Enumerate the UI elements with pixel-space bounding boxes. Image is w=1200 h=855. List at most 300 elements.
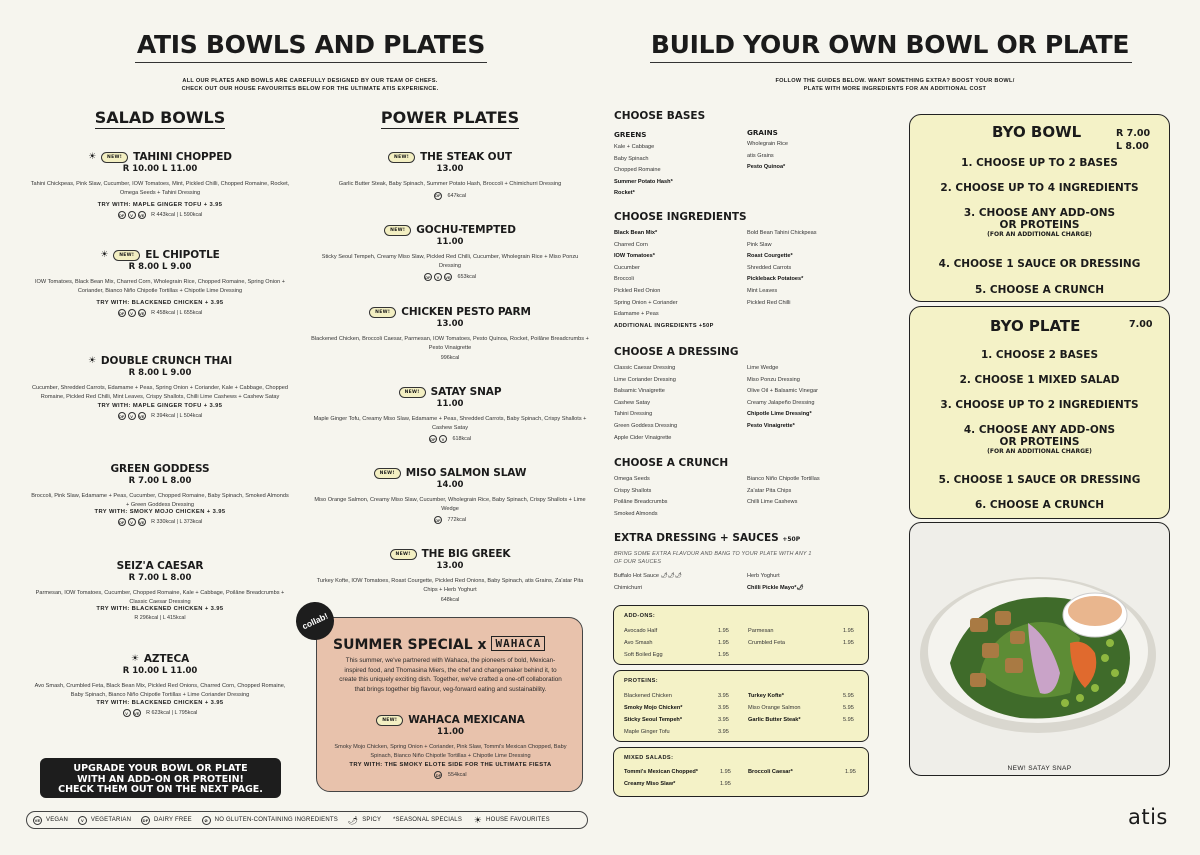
salad-price: 1.95 xyxy=(720,769,731,775)
upgrade-line: WITH AN ADD-ON OR PROTEIN! xyxy=(77,773,244,785)
ingredients-heading: CHOOSE INGREDIENTS xyxy=(614,211,747,223)
proteins-panel xyxy=(613,670,869,742)
intro-line: CHECK OUT OUR HOUSE FAVOURITES BELOW FOR THE ULTIMATE ATIS EXPERIENCE. xyxy=(181,86,439,92)
grains-list xyxy=(747,139,788,174)
list-item: Poilâne Breadcrumbs xyxy=(614,499,668,506)
list-item: Chopped Romaine xyxy=(614,167,661,174)
list-item: Rocket* xyxy=(614,190,635,197)
salad-price: 1.95 xyxy=(720,781,731,787)
list-item: Broccoli xyxy=(614,276,634,283)
protein-price: 3.95 xyxy=(718,705,729,711)
dairy-free-icon: DF xyxy=(118,519,125,525)
protein-price: 5.95 xyxy=(843,693,854,699)
try-with: TRY WITH: SMOKY MOJO CHICKEN + 3.95 xyxy=(94,509,226,515)
price-regular: R 7.00 xyxy=(1116,128,1151,139)
addon-price: 1.95 xyxy=(843,628,854,634)
new-badge: NEW! xyxy=(388,152,415,163)
nutrition: R 330kcal | L 373kcal xyxy=(151,519,203,525)
title-underline xyxy=(135,62,487,63)
nutrition: R 443kcal | L 590kcal xyxy=(151,212,203,218)
list-item: Pickleback Potatoes* xyxy=(747,276,804,283)
legend-gluten: NO GLUTEN-CONTAINING INGREDIENTS xyxy=(214,817,338,823)
byo-step: 3. CHOOSE UP TO 2 INGREDIENTS xyxy=(940,399,1139,411)
mixed-salads-panel xyxy=(613,747,869,797)
upgrade-line: CHECK THEM OUT ON THE NEXT PAGE. xyxy=(58,784,263,795)
nutrition: R 394kcal | L 504kcal xyxy=(151,413,203,419)
bases-heading: CHOOSE BASES xyxy=(614,110,706,122)
nutrition-row xyxy=(310,516,590,524)
menu-item-gochu-tempted[interactable] xyxy=(310,224,590,281)
salad-name: Tommi's Mexican Chopped* xyxy=(624,769,698,775)
list-item: IOW Tomatoes* xyxy=(614,253,655,260)
nutrition: R 623kcal | L 795kcal xyxy=(146,710,198,716)
list-item: Chimichurri xyxy=(614,584,643,591)
item-name-row xyxy=(310,151,590,163)
list-item: Omega Seeds xyxy=(614,476,650,482)
special-title-text: SUMMER SPECIAL x xyxy=(333,637,487,653)
nutrition-row xyxy=(30,518,290,526)
item-name: CHICKEN PESTO PARM xyxy=(401,306,531,318)
nutrition: R 458kcal | L 655kcal xyxy=(151,310,203,316)
dairy-free-icon: DF xyxy=(142,817,149,823)
intro-line: ALL OUR PLATES AND BOWLS ARE CAREFULLY DESIGNED BY OUR TEAM OF CHEFS. xyxy=(182,78,438,84)
ingredients-list-2 xyxy=(747,228,817,309)
nutrition: 996kcal xyxy=(440,355,460,361)
item-name-row xyxy=(310,386,590,398)
list-item: Black Bean Mix* xyxy=(614,230,658,236)
item-name-row xyxy=(30,653,290,665)
list-item: Chilli Pickle Mayo* xyxy=(747,584,797,591)
item-price: 11.00 xyxy=(436,237,464,247)
menu-item-the-big-greek[interactable] xyxy=(310,548,590,603)
new-badge: NEW! xyxy=(384,225,411,236)
vegetarian-icon: V xyxy=(78,816,87,825)
menu-item-el-chipotle[interactable] xyxy=(30,249,290,317)
house-favourite-icon: ☀ xyxy=(100,249,109,260)
item-price: R 8.00 L 9.00 xyxy=(128,368,192,378)
try-with: TRY WITH: BLACKENED CHICKEN + 3.95 xyxy=(96,300,224,306)
item-description: Maple Ginger Tofu, Creamy Miso Slaw, Edamame + Peas, Shredded Carrots, Baby Spinach, Crispy Shallots + Cashew Satay xyxy=(313,416,587,431)
list-item: Herb Yoghurt xyxy=(747,573,780,579)
intro-line: FOLLOW THE GUIDES BELOW. WANT SOMETHING EXTRA? BOOST YOUR BOWL/ xyxy=(775,78,1015,84)
menu-item-wahaca-mexicana[interactable] xyxy=(317,714,584,779)
extra-note: BRING SOME EXTRA FLAVOUR AND BANG TO YOUR PLATE WITH ANY 1 OF OUR SAUCES xyxy=(614,551,812,565)
power-plates-heading xyxy=(350,108,550,127)
byo-plate-price: 7.00 xyxy=(1129,319,1153,330)
list-item: Edamame + Peas xyxy=(614,311,659,318)
list-item: Roast Courgette* xyxy=(747,253,793,260)
step-note: (FOR AN ADDITIONAL CHARGE) xyxy=(987,231,1092,238)
item-name: THE BIG GREEK xyxy=(421,548,511,560)
house-favourite-icon: ☀ xyxy=(473,814,483,825)
list-item: Baby Spinach xyxy=(614,155,649,162)
list-item: Spring Onion + Coriander xyxy=(614,299,678,306)
step-text: 4. CHOOSE ANY ADD-ONS xyxy=(963,424,1116,436)
addons-panel xyxy=(613,605,869,665)
item-name-row xyxy=(30,355,290,367)
item-price: 14.00 xyxy=(436,480,464,490)
nutrition-row xyxy=(30,709,290,717)
item-price: 13.00 xyxy=(436,319,464,329)
item-name: AZTECA xyxy=(143,653,190,665)
new-badge: NEW! xyxy=(390,549,417,560)
nutrition-row xyxy=(310,597,590,603)
summer-special-panel xyxy=(316,617,583,792)
menu-item-miso-salmon-slaw[interactable] xyxy=(310,467,590,524)
vegetarian-icon: V xyxy=(128,211,136,219)
item-name: SATAY SNAP xyxy=(430,386,502,398)
list-item: Pesto Vinaigrette* xyxy=(747,422,795,429)
protein-name: Sticky Seoul Tempeh* xyxy=(624,717,683,723)
list-item: Buffalo Hot Sauce xyxy=(614,573,659,579)
item-name-row xyxy=(310,548,590,560)
item-description: Blackened Chicken, Broccoli Caesar, Parmesan, IOW Tomatoes, Pesto Quinoa, Rocket, Poilâne Breadcrumbs + Pesto Vinaigrette xyxy=(311,336,589,351)
byo-bowl-panel xyxy=(909,114,1170,302)
vegan-icon: VE xyxy=(34,817,41,823)
house-favourite-icon: ☀ xyxy=(87,355,96,366)
nutrition: R 296kcal | L 415kcal xyxy=(134,615,186,621)
panel-title: PROTEINS: xyxy=(624,678,659,684)
step-note: (FOR AN ADDITIONAL CHARGE) xyxy=(987,448,1092,455)
protein-name: Garlic Butter Steak* xyxy=(748,717,801,723)
byo-step xyxy=(910,207,1169,239)
special-text: This summer, we've partnered with Wahaca, the pioneers of bold, Mexican-inspired food, and Thomasina Miers, the chef and changemaker behind it, to create this uniquely exciting dish. Together, we've crafted a one-off collaboration that brings together big flavour, veg-forward eating and sustainability. xyxy=(339,657,562,693)
right-intro xyxy=(710,77,1080,93)
new-badge: NEW! xyxy=(376,715,403,726)
protein-price: 3.95 xyxy=(718,693,729,699)
addon-price: 1.95 xyxy=(718,628,729,634)
greens-list xyxy=(614,142,673,200)
item-name: WAHACA MEXICANA xyxy=(408,714,525,726)
nutrition: 618kcal xyxy=(452,436,472,442)
list-item: Miso Ponzu Dressing xyxy=(747,376,800,383)
list-item: Chipotle Lime Dressing* xyxy=(747,411,812,418)
try-with: TRY WITH: MAPLE GINGER TOFU + 3.95 xyxy=(97,403,223,409)
nutrition-row xyxy=(317,771,584,779)
vegan-icon: VE xyxy=(138,212,145,218)
list-item: Creamy Jalapeño Dressing xyxy=(747,399,815,406)
list-item: Crispy Shallots xyxy=(614,487,652,494)
salad-bowl-illustration xyxy=(910,523,1170,755)
panel-title: ADD-ONS: xyxy=(624,613,656,619)
atis-logo: atis xyxy=(1128,805,1168,829)
item-description: Parmesan, IOW Tomatoes, Cucumber, Chopped Romaine, Kale + Cabbage, Poilâne Breadcrumbs + Classic Caesar Dressing xyxy=(35,590,285,605)
panel-title: MIXED SALADS: xyxy=(624,755,674,761)
legend-spicy: SPICY xyxy=(362,817,382,823)
item-price: 13.00 xyxy=(436,164,464,174)
page-title-right: BUILD YOUR OWN BOWL OR PLATE xyxy=(650,30,1130,59)
ingredients-list-1 xyxy=(614,228,714,332)
greens-label: GREENS xyxy=(614,130,647,139)
byo-plate-panel xyxy=(909,306,1170,519)
nutrition-row xyxy=(310,192,590,200)
list-item: Olive Oil + Balsamic Vinegar xyxy=(747,388,818,395)
nutrition-row xyxy=(30,211,290,219)
salad-bowls-heading xyxy=(60,108,260,127)
heading-text: SALAD BOWLS xyxy=(94,108,226,127)
item-price: R 10.00 L 11.00 xyxy=(122,666,198,676)
nutrition-row xyxy=(310,435,590,443)
dairy-free-icon: DF xyxy=(118,310,125,316)
list-item: Charred Corn xyxy=(614,241,648,248)
new-badge: NEW! xyxy=(374,468,401,479)
item-price: R 8.00 L 9.00 xyxy=(128,262,192,272)
list-item: Lime Wedge xyxy=(747,365,779,371)
item-price: R 10.00 L 11.00 xyxy=(122,164,198,174)
heading-text: POWER PLATES xyxy=(380,108,520,127)
vegetarian-icon: V xyxy=(123,709,131,717)
nutrition: 772kcal xyxy=(447,517,467,523)
vegetarian-icon: V xyxy=(128,518,136,526)
item-description: Avo Smash, Crumbled Feta, Black Bean Mix, Pickled Red Onions, Charred Corn, Chopped Romaine, Baby Spinach, Bianco Niño Chipotle Tortillas + Lime Coriander Dressing xyxy=(34,683,286,698)
item-name: DOUBLE CRUNCH THAI xyxy=(100,355,233,367)
item-description: Tahini Chickpeas, Pink Slaw, Cucumber, IOW Tomatoes, Mint, Pickled Chilli, Chopped Romaine, Rocket, Omega Seeds + Tahini Dressing xyxy=(30,181,290,196)
list-item: Apple Cider Vinaigrette xyxy=(614,434,672,441)
legend-dairy-free: DAIRY FREE xyxy=(154,817,192,823)
byo-step: 1. CHOOSE 2 BASES xyxy=(980,349,1099,361)
upgrade-banner xyxy=(40,758,281,798)
list-item: Pesto Quinoa* xyxy=(747,164,786,171)
page-title-left: ATIS BOWLS AND PLATES xyxy=(136,30,486,59)
vegan-icon: VE xyxy=(445,274,451,280)
dairy-free-icon: DF xyxy=(435,772,442,778)
crunch-heading: CHOOSE A CRUNCH xyxy=(614,457,729,469)
try-with: TRY WITH: THE SMOKY ELOTE SIDE FOR THE ULTIMATE FIESTA xyxy=(349,762,552,768)
extra-list-1 xyxy=(614,571,682,594)
byo-bowl-prices xyxy=(1116,127,1150,153)
salad-name: Creamy Miso Slaw* xyxy=(624,781,676,787)
wahaca-logo: WAHACA xyxy=(491,636,545,651)
protein-price: 5.95 xyxy=(843,705,854,711)
dairy-free-icon: DF xyxy=(435,517,441,523)
item-price: R 7.00 L 8.00 xyxy=(128,476,192,486)
list-item: atis Grains xyxy=(747,152,774,159)
dietary-legend xyxy=(26,811,588,829)
additional-ingredients: ADDITIONAL INGREDIENTS +50P xyxy=(614,322,714,329)
item-name-row xyxy=(310,467,590,479)
list-item: Green Goddess Dressing xyxy=(614,422,678,429)
item-description: Broccoli, Pink Slaw, Edamame + Peas, Cucumber, Chopped Romaine, Baby Spinach, Smoked Almonds + Green Goddess Dressing xyxy=(31,493,289,508)
extra-heading-price: +50P xyxy=(782,536,801,543)
item-description: Miso Orange Salmon, Creamy Miso Slaw, Cucumber, Wholegrain Rice, Baby Spinach, Crispy Shallots + Lime Wedge xyxy=(314,497,586,512)
protein-name: Miso Orange Salmon xyxy=(748,705,801,711)
step-text: OR PROTEINS xyxy=(999,436,1080,448)
item-name-row xyxy=(317,714,584,726)
menu-item-satay-snap[interactable] xyxy=(310,386,590,443)
list-item: Pickled Red Chilli xyxy=(747,299,791,306)
list-item: Lime Coriander Dressing xyxy=(614,376,676,383)
list-item: Cucumber xyxy=(614,264,640,271)
list-item: Shredded Carrots xyxy=(747,264,792,271)
extra-list-2 xyxy=(747,571,804,594)
dairy-free-icon: DF xyxy=(118,212,125,218)
grains-label: GRAINS xyxy=(747,128,778,137)
dairy-free-icon: DF xyxy=(430,436,436,442)
nutrition-row xyxy=(310,355,590,361)
addon-price: 1.95 xyxy=(843,640,854,646)
dairy-free-icon: DF xyxy=(118,413,125,419)
byo-step: 5. CHOOSE A CRUNCH xyxy=(974,284,1105,296)
list-item: Classic Caesar Dressing xyxy=(614,365,676,371)
try-with: TRY WITH: BLACKENED CHICKEN + 3.95 xyxy=(96,700,224,706)
dressing-list-2 xyxy=(747,363,818,433)
list-item: Chilli Lime Cashews xyxy=(747,499,798,506)
salad-name: Broccoli Caesar* xyxy=(748,769,793,775)
photo-caption: NEW! SATAY SNAP xyxy=(1007,765,1072,772)
item-description: Smoky Mojo Chicken, Spring Onion + Coriander, Pink Slaw, Tommi's Mexican Chopped, Baby Spinach, Bianco Niño Chipotle Tortillas + Chipotle Lime Dressing xyxy=(334,744,567,759)
list-item: Wholegrain Rice xyxy=(747,141,789,147)
item-name: EL CHIPOTLE xyxy=(145,249,220,261)
menu-item-azteca[interactable] xyxy=(30,653,290,717)
crunch-list-1 xyxy=(614,474,667,520)
vegetarian-icon: V xyxy=(439,435,447,443)
try-with: TRY WITH: BLACKENED CHICKEN + 3.95 xyxy=(96,606,224,612)
nutrition: 647kcal xyxy=(447,192,467,199)
protein-name: Maple Ginger Tofu xyxy=(624,729,670,735)
menu-item-green-goddess[interactable] xyxy=(30,463,290,526)
legend-vegetarian: VEGETARIAN xyxy=(90,817,132,823)
chilli-icon: 🌶 xyxy=(796,584,804,591)
item-description: Turkey Kofte, IOW Tomatoes, Roast Courgette, Pickled Red Onions, Baby Spinach, atis Grains, Za'atar Pita Chips + Herb Yoghurt xyxy=(316,578,584,593)
vegan-icon: VE xyxy=(133,710,140,716)
addon-name: Parmesan xyxy=(748,628,774,634)
legend-house: HOUSE FAVOURITES xyxy=(486,817,550,823)
protein-price: 5.95 xyxy=(843,717,854,723)
byo-step: 1. CHOOSE UP TO 2 BASES xyxy=(961,157,1118,169)
nutrition: 554kcal xyxy=(447,772,467,778)
protein-price: 3.95 xyxy=(718,717,729,723)
vegan-icon: VE xyxy=(138,519,145,525)
item-name-row xyxy=(30,463,290,475)
byo-step: 6. CHOOSE A CRUNCH xyxy=(974,499,1105,511)
addon-name: Crumbled Feta xyxy=(748,640,785,646)
dressing-heading: CHOOSE A DRESSING xyxy=(614,346,739,358)
item-name: GOCHU-TEMPTED xyxy=(416,224,516,236)
list-item: Smoked Almonds xyxy=(614,510,658,517)
byo-step xyxy=(910,424,1169,456)
item-name: THE STEAK OUT xyxy=(420,151,512,163)
list-item: Tahini Dressing xyxy=(614,411,653,418)
byo-step: 5. CHOOSE 1 SAUCE OR DRESSING xyxy=(938,474,1141,486)
list-item: Kale + Cabbage xyxy=(614,144,655,150)
item-price: 11.00 xyxy=(436,399,464,409)
special-title xyxy=(333,636,545,653)
new-badge: NEW! xyxy=(113,250,140,261)
vegan-icon: VE xyxy=(138,413,145,419)
item-price: 11.00 xyxy=(437,727,464,737)
item-description: Garlic Butter Steak, Baby Spinach, Summer Potato Hash, Broccoli + Chimichurri Dressing xyxy=(338,181,562,187)
new-badge: NEW! xyxy=(369,307,396,318)
list-item: Balsamic Vinaigrette xyxy=(614,388,665,395)
byo-step: 4. CHOOSE 1 SAUCE OR DRESSING xyxy=(938,258,1141,270)
byo-step: 2. CHOOSE UP TO 4 INGREDIENTS xyxy=(940,182,1139,194)
house-favourite-icon: ☀ xyxy=(130,653,139,664)
step-text: 3. CHOOSE ANY ADD-ONS xyxy=(963,207,1116,219)
item-price: R 7.00 L 8.00 xyxy=(128,573,192,583)
byo-step: 2. CHOOSE 1 MIXED SALAD xyxy=(959,374,1120,386)
nutrition-row xyxy=(310,273,590,281)
dairy-free-icon: DF xyxy=(435,193,441,198)
menu-item-tahini-chopped[interactable] xyxy=(30,151,290,219)
protein-price: 3.95 xyxy=(718,729,729,735)
protein-name: Smoky Mojo Chicken* xyxy=(624,705,683,711)
crunch-list-2 xyxy=(747,474,820,509)
no-gluten-icon: ⊘ xyxy=(202,816,211,825)
menu-item-seiza-caesar[interactable] xyxy=(30,560,290,621)
left-intro xyxy=(140,77,480,93)
item-name-row xyxy=(310,224,590,236)
item-description: Cucumber, Shredded Carrots, Edamame + Peas, Spring Onion + Coriander, Kale + Cabbage, Chopped Romaine, Pickled Red Chilli, Mint Leaves, Crispy Shallots, Chilli Lime Cashews + Cashew Satay xyxy=(31,385,289,400)
intro-line: PLATE WITH MORE INGREDIENTS FOR AN ADDITIONAL COST xyxy=(803,86,987,92)
legend-seasonal: *SEASONAL SPECIALS xyxy=(392,817,463,823)
list-item: Summer Potato Hash* xyxy=(614,178,673,185)
salad-price: 1.95 xyxy=(845,769,856,775)
vegan-icon: VE xyxy=(138,310,145,316)
item-price: 13.00 xyxy=(436,561,464,571)
item-name: SEIZ'A CAESAR xyxy=(116,560,204,572)
chilli-icon: 🌶 xyxy=(347,815,359,825)
menu-item-chicken-pesto-parm[interactable] xyxy=(310,306,590,361)
upgrade-line: UPGRADE YOUR BOWL OR PLATE xyxy=(73,763,248,774)
addon-price: 1.95 xyxy=(718,640,729,646)
addon-name: Avo Smash xyxy=(624,640,653,646)
item-name-row xyxy=(30,560,290,572)
addon-price: 1.95 xyxy=(718,652,729,658)
legend-vegan: VEGAN xyxy=(46,817,69,823)
list-item: Za'atar Pita Chips xyxy=(747,487,792,494)
vegetarian-icon: V xyxy=(128,412,136,420)
byo-bowl-title: BYO BOWL xyxy=(992,123,1082,141)
addon-name: Soft Boiled Egg xyxy=(624,652,663,658)
list-item: Bianco Niño Chipotle Tortillas xyxy=(747,476,820,482)
nutrition-row xyxy=(30,412,290,420)
chilli-icon: 🌶🌶🌶 xyxy=(660,573,682,579)
item-name: TAHINI CHOPPED xyxy=(133,151,232,163)
step-text: OR PROTEINS xyxy=(999,219,1080,231)
list-item: Mint Leaves xyxy=(747,287,778,294)
list-item: Pickled Red Onion xyxy=(614,287,661,294)
byo-plate-title: BYO PLATE xyxy=(990,317,1081,335)
item-name-row xyxy=(310,306,590,318)
extra-heading-text: EXTRA DRESSING + SAUCES xyxy=(614,532,779,544)
dressing-list-1 xyxy=(614,363,677,444)
item-name: GREEN GODDESS xyxy=(110,463,210,475)
dairy-free-icon: DF xyxy=(425,274,431,280)
list-item: Bold Bean Tahini Chickpeas xyxy=(747,230,817,236)
protein-name: Blackened Chicken xyxy=(624,693,672,699)
nutrition-row xyxy=(30,309,290,317)
item-description: IOW Tomatoes, Black Bean Mix, Charred Corn, Wholegrain Rice, Chopped Romaine, Spring Onion + Coriander, Bianco Niño Chipotle Tortillas + Chipotle Lime Dressing xyxy=(34,279,286,294)
title-underline xyxy=(650,62,1132,63)
nutrition: 648kcal xyxy=(440,597,460,603)
nutrition: 653kcal xyxy=(457,274,477,280)
extra-dressing-heading xyxy=(614,532,800,544)
item-name: MISO SALMON SLAW xyxy=(405,467,527,479)
satay-snap-photo xyxy=(909,522,1170,776)
addon-name: Avocado Half xyxy=(624,628,658,634)
new-badge: NEW! xyxy=(399,387,426,398)
menu-item-double-crunch-thai[interactable] xyxy=(30,355,290,420)
new-badge: NEW! xyxy=(101,152,128,163)
vegetarian-icon: V xyxy=(434,273,442,281)
nutrition-row xyxy=(30,615,290,621)
item-name-row xyxy=(30,151,290,163)
list-item: Pink Slaw xyxy=(747,241,772,248)
item-description: Sticky Seoul Tempeh, Creamy Miso Slaw, Pickled Red Chilli, Cucumber, Wholegrain Rice + Miso Ponzu Dressing xyxy=(321,254,579,269)
vegetarian-icon: V xyxy=(128,309,136,317)
price-large: L 8.00 xyxy=(1116,141,1149,152)
menu-item-the-steak-out[interactable] xyxy=(310,151,590,200)
